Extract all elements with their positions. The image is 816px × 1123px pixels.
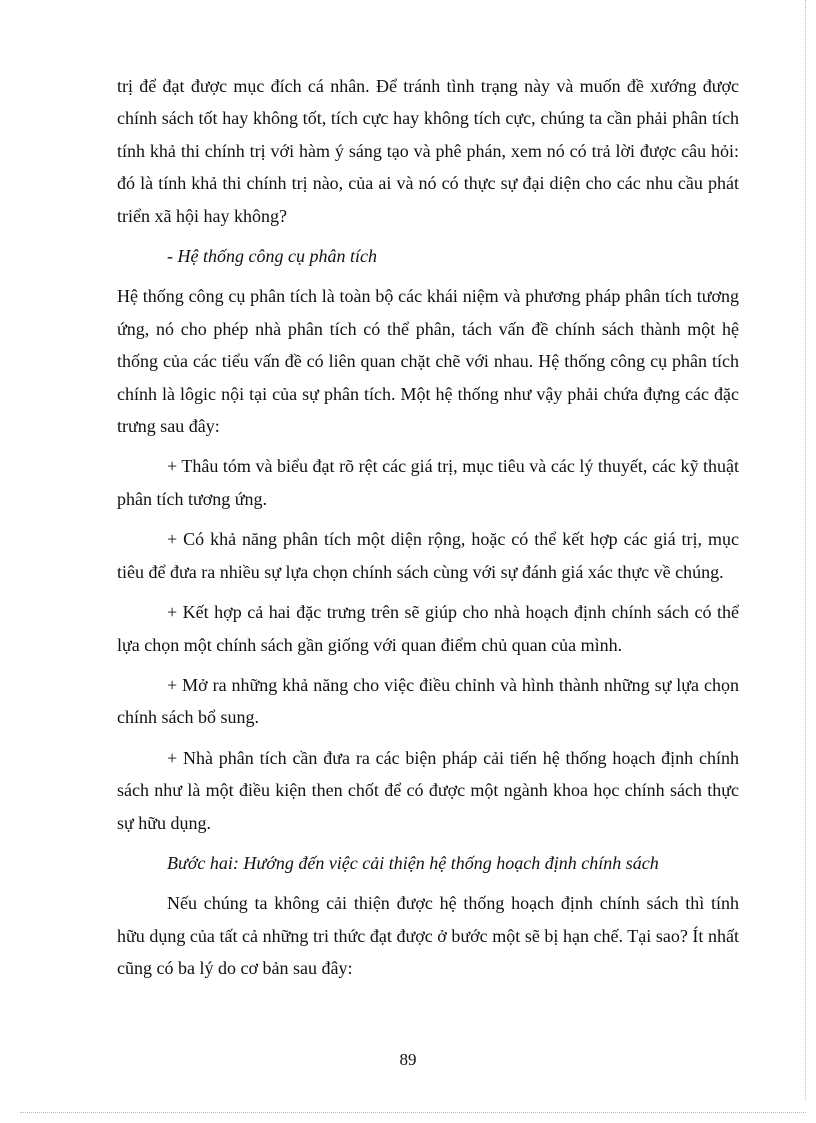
list-item-broad-analysis: + Có khả năng phân tích một diện rộng, hoặc có thể kết hợp các giá trị, mục tiêu để đưa ra nhiều sự lựa chọn chính sách cùng với sự đánh giá xác thực về chúng. [117,529,739,582]
page-number: 89 [399,1050,417,1069]
list-item-combine-features: + Kết hợp cả hai đặc trưng trên sẽ giúp cho nhà hoạch định chính sách có thể lựa chọn một chính sách gần giống với quan điểm chủ quan của mình. [117,602,739,655]
paragraph-step-two: Nếu chúng ta không cải thiện được hệ thống hoạch định chính sách thì tính hữu dụng của tất cả những tri thức đạt được ở bước một sẽ bị hạn chế. Tại sao? Ít nhất cũng có ba lý do cơ bản sau đây: [117,893,739,979]
page-body [117,70,739,993]
page-border-bottom [20,1112,806,1113]
list-item-values-goals: + Thâu tóm và biểu đạt rõ rệt các giá trị, mục tiêu và các lý thuyết, các kỹ thuật phân tích tương ứng. [117,456,739,509]
page-border-right [805,0,806,1100]
list-item-improvement-measures: + Nhà phân tích cần đưa ra các biện pháp cải tiến hệ thống hoạch định chính sách như là một điều kiện then chốt để có được một ngành khoa học chính sách thực sự hữu dụng. [117,747,739,833]
list-item-open-possibilities: + Mở ra những khả năng cho việc điều chỉnh và hình thành những sự lựa chọn chính sách bổ sung. [117,674,739,728]
paragraph-political-feasibility: trị để đạt được mục đích cá nhân. Để tránh tình trạng này và muốn đề xướng được chính sách tốt hay không tốt, tích cực hay không tích cực, chúng ta cần phải phân tích tính khả thi chính trị với hàm ý sáng tạo và phê phán, xem nó có trả lời được câu hỏi: đó là tính khả thi chính trị nào, của ai và nó có thực sự đại diện cho các nhu cầu phát triển xã hội hay không? [117,76,739,226]
subheading-step-two: Bước hai: Hướng đến việc cải thiện hệ thống hoạch định chính sách [167,852,659,873]
subheading-analysis-tools: - Hệ thống công cụ phân tích [167,246,377,267]
paragraph-analysis-tools: Hệ thống công cụ phân tích là toàn bộ các khái niệm và phương pháp phân tích tương ứng, nó cho phép nhà phân tích có thể phân, tách vấn đề chính sách thành một hệ thống của các tiểu vấn đề có liên quan chặt chẽ với nhau. Hệ thống công cụ phân tích chính là lôgic nội tại của sự phân tích. Một hệ thống như vậy phải chứa đựng các đặc trưng sau đây: [117,286,739,437]
